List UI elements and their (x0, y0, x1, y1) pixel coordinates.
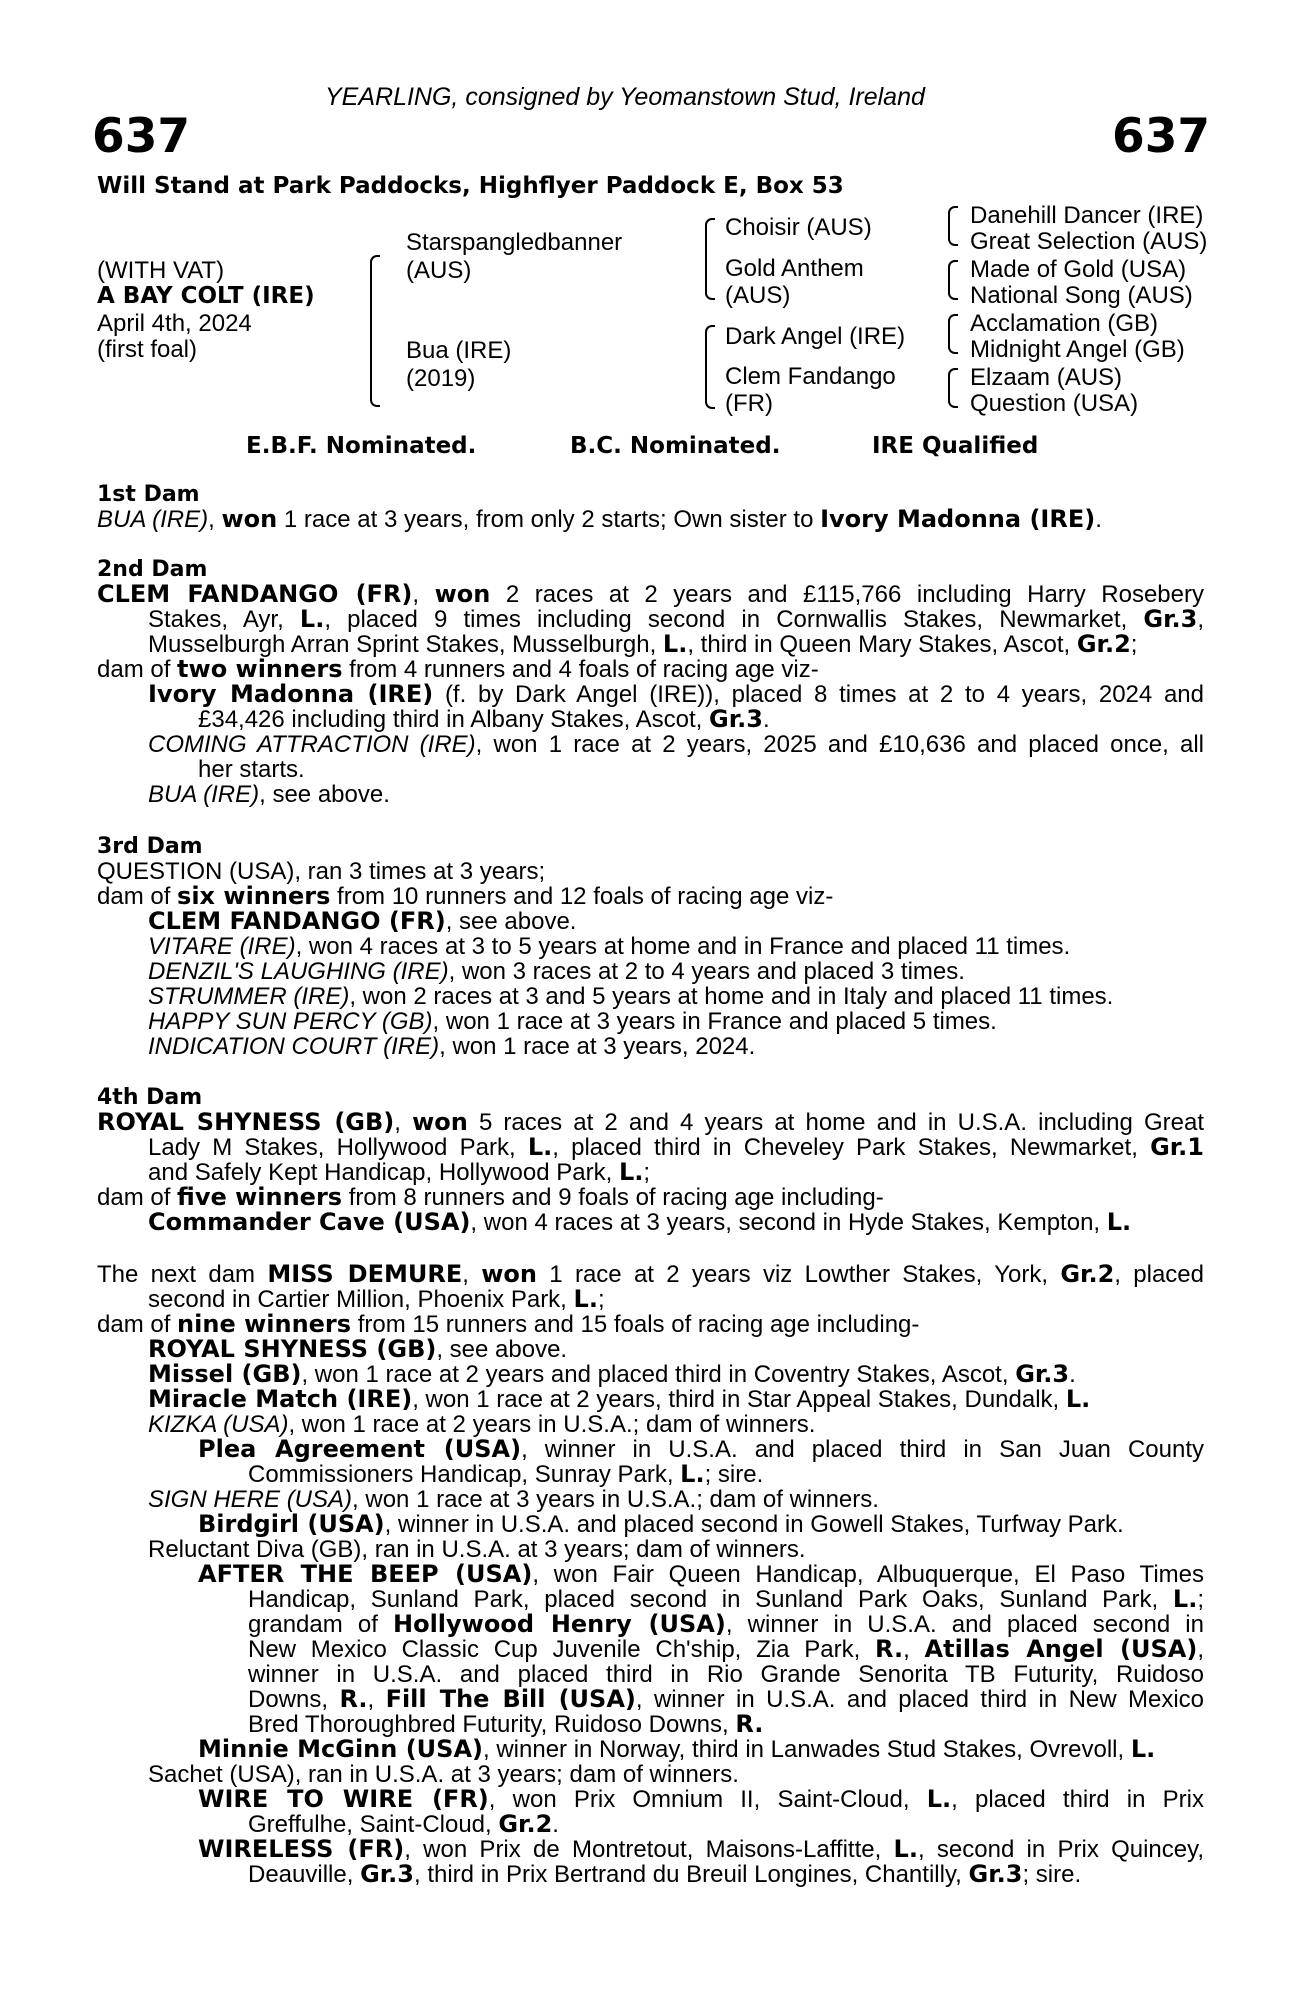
pedigree-dam-sire: Dark Angel (IRE) (725, 323, 906, 350)
next-dam-line-14: Handicap, Sunland Park, placed second in Sunland Park Oaks, Sunland Park, L.; (248, 1585, 1204, 1613)
pedigree-g5: Acclamation (GB) (970, 310, 1159, 337)
pedigree-sire-sire: Choisir (AUS) (725, 214, 872, 241)
second-dam-line-9: BUA (IRE), see above. (148, 781, 390, 808)
consignor-subtitle: YEARLING, consigned by Yeomanstown Stud, Ireland (325, 83, 925, 111)
next-dam-line-7: KIZKA (USA), won 1 race at 2 years in U.S.A.; dam of winners. (148, 1411, 816, 1438)
second-dam-line-8: her starts. (198, 756, 305, 783)
next-dam-line-10: SIGN HERE (USA), won 1 race at 3 years in U.S.A.; dam of winners. (148, 1486, 879, 1513)
next-dam-line-20: Minnie McGinn (USA), winner in Norway, third in Lanwades Stud Stakes, Ovrevoll, L. (198, 1735, 1156, 1763)
pedigree-g8: Question (USA) (970, 390, 1139, 417)
next-dam-line-16: New Mexico Classic Cup Juvenile Ch'ship, Zia Park, R., Atillas Angel (USA), (248, 1635, 1204, 1663)
pedigree-brace-g12 (948, 206, 958, 246)
third-dam-line-3: CLEM FANDANGO (FR), see above. (148, 907, 577, 935)
first-dam-heading: 1st Dam (97, 482, 200, 507)
bc-nominated: B.C. Nominated. (570, 433, 781, 459)
pedigree-brace-g34 (948, 260, 958, 300)
next-dam-line-18: Downs, R., Fill The Bill (USA), winner in U.S.A. and placed third in New Mexico (248, 1685, 1205, 1713)
next-dam-line-11: Birdgirl (USA), winner in U.S.A. and placed second in Gowell Stakes, Turfway Park. (198, 1510, 1124, 1538)
ire-qualified: IRE Qualified (872, 433, 1039, 459)
pedigree-dam-line1: Bua (IRE) (406, 337, 512, 364)
fourth-dam-line-2: Lady M Stakes, Hollywood Park, L., placed third in Cheveley Park Stakes, Newmarket, Gr.1 (148, 1133, 1204, 1161)
next-dam-line-2: second in Cartier Million, Phoenix Park, L.; (148, 1285, 605, 1313)
fourth-dam-heading: 4th Dam (97, 1085, 203, 1110)
next-dam-line-22: WIRE TO WIRE (FR), won Prix Omnium II, Saint-Cloud, L., placed third in Prix (198, 1785, 1204, 1813)
next-dam-line-1: The next dam MISS DEMURE, won 1 race at 2 years viz Lowther Stakes, York, Gr.2, placed (97, 1260, 1204, 1288)
third-dam-line-7: HAPPY SUN PERCY (GB), won 1 race at 3 years in France and placed 5 times. (148, 1008, 997, 1035)
pedigree-brace-gen1 (370, 255, 380, 407)
third-dam-line-6: STRUMMER (IRE), won 2 races at 3 and 5 years at home and in Italy and placed 11 times. (148, 983, 1114, 1010)
pedigree-g4: National Song (AUS) (970, 282, 1193, 309)
next-dam-line-3: dam of nine winners from 15 runners and 15 foals of racing age including- (97, 1310, 920, 1338)
pedigree-dam-dam-line1: Clem Fandango (725, 363, 896, 390)
horse-name: A BAY COLT (IRE) (97, 283, 315, 309)
pedigree-dam-line2: (2019) (406, 365, 476, 392)
third-dam-line-5: DENZIL'S LAUGHING (IRE), won 3 races at 2 to 4 years and placed 3 times. (148, 958, 965, 985)
second-dam-line-5: Ivory Madonna (IRE) (f. by Dark Angel (IRE)), placed 8 times at 2 to 4 years, 2024 and (148, 680, 1204, 708)
pedigree-sire-dam-line1: Gold Anthem (725, 255, 864, 282)
pedigree-g3: Made of Gold (USA) (970, 256, 1187, 283)
pedigree-brace-sire (705, 218, 715, 300)
next-dam-line-23: Greffulhe, Saint-Cloud, Gr.2. (248, 1810, 559, 1838)
second-dam-line-4: dam of two winners from 4 runners and 4 foals of racing age viz- (97, 655, 819, 683)
pedigree-dam-dam-line2: (FR) (725, 390, 773, 417)
lot-number-left: 637 (92, 109, 191, 164)
next-dam-line-21: Sachet (USA), ran in U.S.A. at 3 years; dam of winners. (148, 1761, 739, 1788)
pedigree-brace-g56 (948, 314, 958, 354)
next-dam-line-8: Plea Agreement (USA), winner in U.S.A. and placed third in San Juan County (198, 1435, 1204, 1463)
next-dam-line-4: ROYAL SHYNESS (GB), see above. (148, 1335, 568, 1363)
horse-dob: April 4th, 2024 (97, 310, 252, 337)
location-line: Will Stand at Park Paddocks, Highflyer Paddock E, Box 53 (97, 173, 844, 199)
third-dam-heading: 3rd Dam (97, 834, 203, 859)
next-dam-line-12: Reluctant Diva (GB), ran in U.S.A. at 3 years; dam of winners. (148, 1536, 806, 1563)
second-dam-heading: 2nd Dam (97, 557, 208, 582)
first-dam-line-1: BUA (IRE), won 1 race at 3 years, from only 2 starts; Own sister to Ivory Madonna (IRE). (97, 505, 1102, 533)
fourth-dam-line-4: dam of five winners from 8 runners and 9 foals of racing age including- (97, 1183, 884, 1211)
pedigree-g2: Great Selection (AUS) (970, 228, 1208, 255)
third-dam-line-4: VITARE (IRE), won 4 races at 3 to 5 years at home and in France and placed 11 times. (148, 933, 1071, 960)
next-dam-line-5: Missel (GB), won 1 race at 2 years and placed third in Coventry Stakes, Ascot, Gr.3. (148, 1360, 1076, 1388)
pedigree-brace-dam (705, 325, 715, 409)
third-dam-line-8: INDICATION COURT (IRE), won 1 race at 3 years, 2024. (148, 1033, 756, 1060)
fourth-dam-line-1: ROYAL SHYNESS (GB), won 5 races at 2 and 4 years at home and in U.S.A. including Great (97, 1108, 1204, 1136)
horse-foal-note: (first foal) (97, 336, 198, 363)
fourth-dam-line-5: Commander Cave (USA), won 4 races at 3 years, second in Hyde Stakes, Kempton, L. (148, 1208, 1132, 1236)
second-dam-line-6: £34,426 including third in Albany Stakes, Ascot, Gr.3. (198, 705, 770, 733)
next-dam-line-9: Commissioners Handicap, Sunray Park, L.; sire. (248, 1460, 764, 1488)
next-dam-line-24: WIRELESS (FR), won Prix de Montretout, Maisons-Laffitte, L., second in Prix Quincey, (198, 1835, 1205, 1863)
next-dam-line-6: Miracle Match (IRE), won 1 race at 2 years, third in Star Appeal Stakes, Dundalk, L. (148, 1385, 1091, 1413)
second-dam-line-1: CLEM FANDANGO (FR), won 2 races at 2 years and £115,766 including Harry Rosebery (97, 580, 1204, 608)
third-dam-line-1: QUESTION (USA), ran 3 times at 3 years; (97, 858, 546, 885)
ebf-nominated: E.B.F. Nominated. (246, 433, 477, 459)
pedigree-brace-g78 (948, 368, 958, 408)
next-dam-line-19: Bred Thoroughbred Futurity, Ruidoso Downs, R. (248, 1710, 764, 1738)
fourth-dam-line-3: and Safely Kept Handicap, Hollywood Park, L.; (148, 1158, 651, 1186)
second-dam-line-7: COMING ATTRACTION (IRE), won 1 race at 2 years, 2025 and £10,636 and placed once, all (148, 731, 1204, 758)
next-dam-line-17: winner in U.S.A. and placed third in Rio Grande Senorita TB Futurity, Ruidoso (248, 1661, 1204, 1688)
vat-note: (WITH VAT) (97, 257, 225, 284)
pedigree-g6: Midnight Angel (GB) (970, 336, 1185, 363)
third-dam-line-2: dam of six winners from 10 runners and 12 foals of racing age viz- (97, 882, 834, 910)
next-dam-line-15: grandam of Hollywood Henry (USA), winner in U.S.A. and placed second in (248, 1610, 1204, 1638)
next-dam-line-13: AFTER THE BEEP (USA), won Fair Queen Handicap, Albuquerque, El Paso Times (198, 1560, 1204, 1588)
second-dam-line-3: Musselburgh Arran Sprint Stakes, Musselburgh, L., third in Queen Mary Stakes, Ascot, Gr.2; (148, 630, 1138, 658)
pedigree-g1: Danehill Dancer (IRE) (970, 202, 1204, 229)
pedigree-g7: Elzaam (AUS) (970, 364, 1123, 391)
pedigree-sire-dam-line2: (AUS) (725, 282, 791, 309)
pedigree-sire-line1: Starspangledbanner (406, 229, 623, 256)
pedigree-sire-line2: (AUS) (406, 257, 472, 284)
second-dam-line-2: Stakes, Ayr, L., placed 9 times including second in Cornwallis Stakes, Newmarket, Gr.3, (148, 605, 1204, 633)
next-dam-line-25: Deauville, Gr.3, third in Prix Bertrand du Breuil Longines, Chantilly, Gr.3; sire. (248, 1860, 1082, 1888)
lot-number-right: 637 (1112, 109, 1211, 164)
